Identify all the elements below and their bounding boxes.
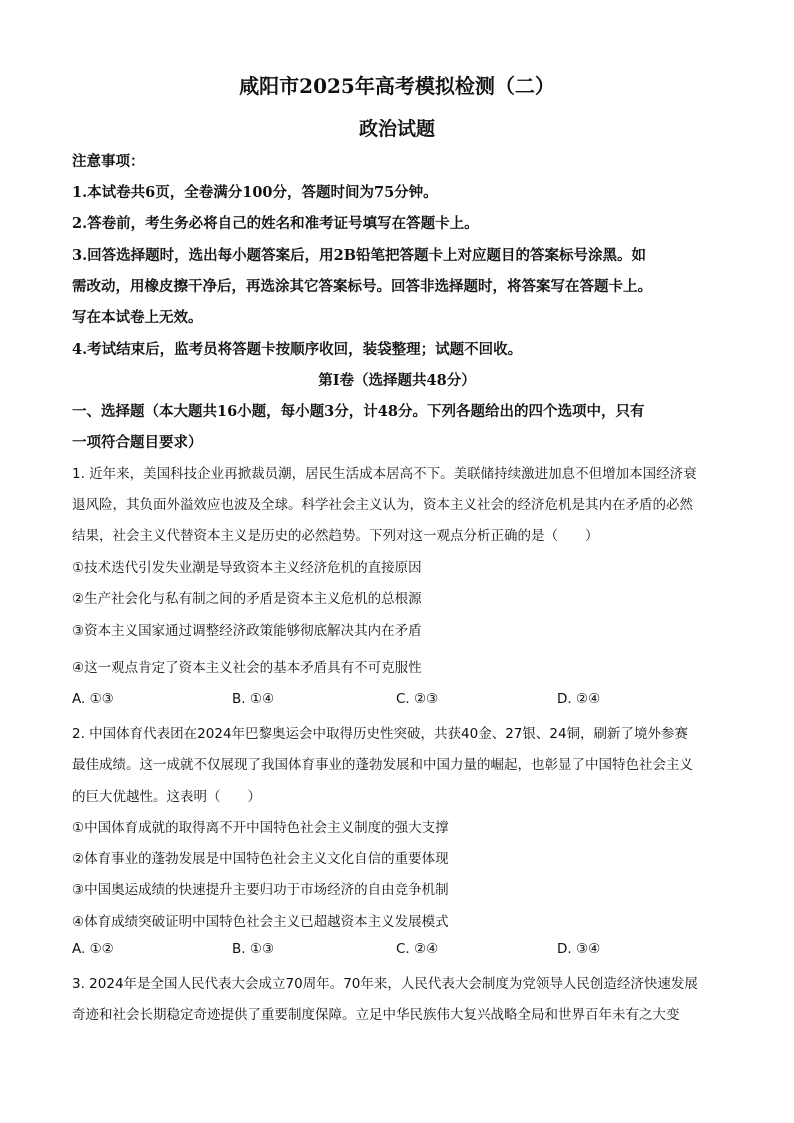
answer-option-d: D. ③④ (557, 941, 601, 957)
question-stem: 的巨大优越性。这表明（ ） (72, 789, 261, 805)
answer-option-c: C. ②④ (396, 941, 439, 957)
notice-heading: 注意事项： (72, 153, 145, 170)
question-item: ①中国体育成就的取得离不开中国特色社会主义制度的强大支撑 (72, 820, 449, 836)
question-item: ④体育成绩突破证明中国特色社会主义已超越资本主义发展模式 (72, 914, 449, 930)
question-item: ②生产社会化与私有制之间的矛盾是资本主义危机的总根源 (72, 591, 422, 607)
notice-line: 需改动，用橡皮擦干净后，再选涂其它答案标号。回答非选择题时，将答案写在答题卡上。 (72, 278, 652, 295)
question-item: ④这一观点肯定了资本主义社会的基本矛盾具有不可克服性 (72, 660, 422, 676)
exam-title: 咸阳市2025年高考模拟检测（二） (239, 74, 555, 98)
question-stem: 3. 2024年是全国人民代表大会成立70周年。70年来，人民代表大会制度为党领导人民创造经济快速发展 (72, 976, 698, 992)
question-stem: 1. 近年来，美国科技企业再掀裁员潮，居民生活成本居高不下。美联储持续激进加息不但增加本国经济衰 (72, 466, 697, 482)
question-item: ③资本主义国家通过调整经济政策能够彻底解决其内在矛盾 (72, 623, 422, 639)
answer-option-b: B. ①③ (232, 941, 275, 957)
answer-option-a: A. ①② (72, 941, 114, 957)
question-stem: 结果，社会主义代替资本主义是历史的必然趋势。下列对这一观点分析正确的是（ ） (72, 528, 599, 544)
question-stem: 退风险，其负面外溢效应也波及全球。科学社会主义认为，资本主义社会的经济危机是其内在矛盾的必然 (72, 497, 693, 513)
part-heading: 第Ⅰ卷（选择题共48分） (318, 372, 476, 389)
notice-line: 写在本试卷上无效。 (72, 309, 203, 326)
answer-option-b: B. ①④ (232, 691, 275, 707)
question-item: ②体育事业的蓬勃发展是中国特色社会主义文化自信的重要体现 (72, 851, 449, 867)
section-heading: 一、选择题（本大题共16小题，每小题3分，计48分。下列各题给出的四个选项中，只有 (72, 403, 645, 420)
question-stem: 最佳成绩。这一成就不仅展现了我国体育事业的蓬勃发展和中国力量的崛起，也彰显了中国特色社会主义 (72, 757, 693, 773)
answer-option-d: D. ②④ (557, 691, 601, 707)
section-heading: 一项符合题目要求） (72, 434, 203, 451)
question-stem: 2. 中国体育代表团在2024年巴黎奥运会中取得历史性突破，共获40金、27银、24铜，刷新了境外参赛 (72, 726, 689, 742)
notice-line: 3.回答选择题时，选出每小题答案后，用2B铅笔把答题卡上对应题目的答案标号涂黑。如 (72, 247, 646, 264)
question-item: ①技术迭代引发失业潮是导致资本主义经济危机的直接原因 (72, 560, 422, 576)
notice-line: 4.考试结束后，监考员将答题卡按顺序收回，装袋整理；试题不回收。 (72, 341, 523, 358)
notice-line: 1.本试卷共6页，全卷满分100分，答题时间为75分钟。 (72, 184, 438, 201)
notice-line: 2.答卷前，考生务必将自己的姓名和准考证号填写在答题卡上。 (72, 215, 479, 232)
answer-option-a: A. ①③ (72, 691, 114, 707)
answer-option-c: C. ②③ (396, 691, 439, 707)
question-item: ③中国奥运成绩的快速提升主要归功于市场经济的自由竞争机制 (72, 882, 449, 898)
question-stem: 奇迹和社会长期稳定奇迹提供了重要制度保障。立足中华民族伟大复兴战略全局和世界百年未有之大变 (72, 1007, 680, 1023)
subject-title: 政治试题 (358, 118, 435, 140)
